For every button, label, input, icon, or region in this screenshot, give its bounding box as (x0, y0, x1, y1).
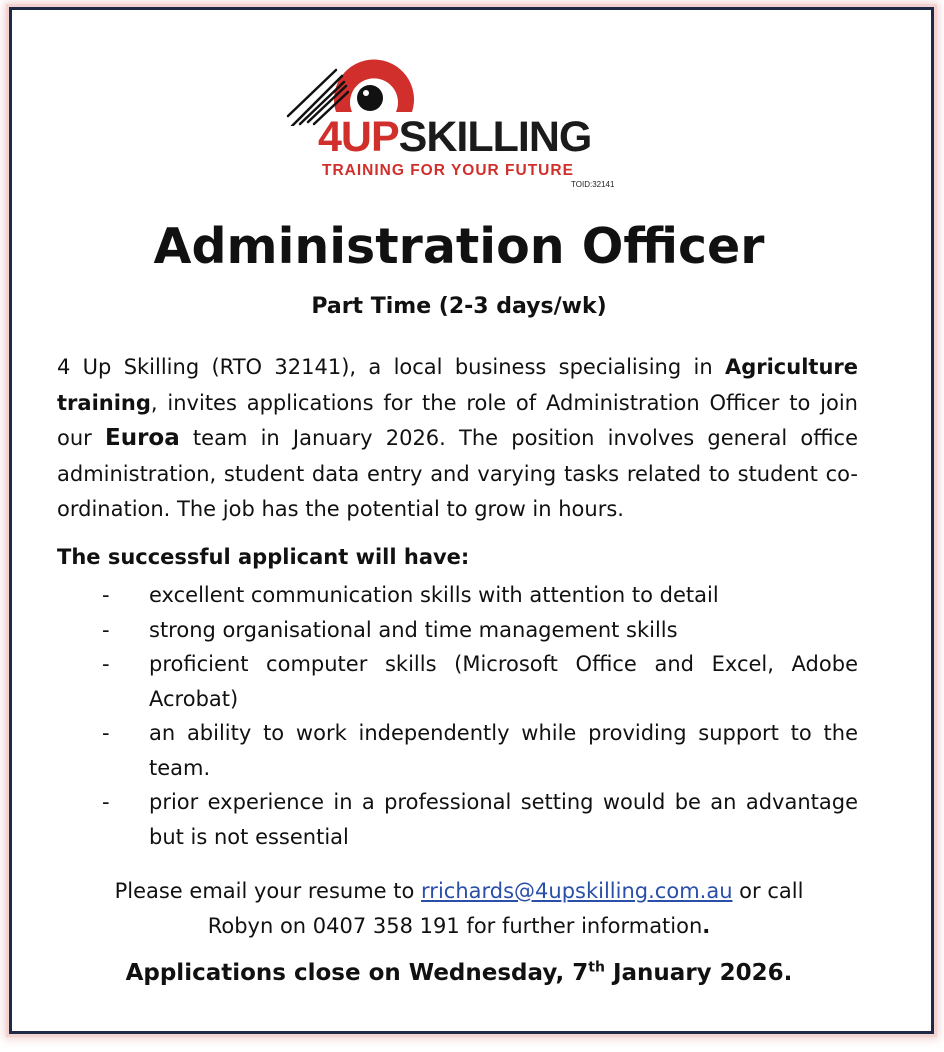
list-item (57, 613, 858, 648)
requirement-text: excellent communication skills with attention to detail (149, 583, 719, 607)
intro-bold-agriculture: Agriculture training (57, 355, 858, 415)
intro-paragraph (57, 350, 858, 528)
contact-text-before: Please email your resume to (114, 879, 422, 903)
bullet-dash: - (102, 583, 110, 607)
requirement-text: strong organisational and time management skills (149, 617, 678, 642)
requirement-text: an ability to work independently while providing support to the team. (149, 721, 858, 780)
list-item (57, 716, 858, 785)
contact-info (12, 874, 906, 944)
intro-text-2: , invites applications for the role of Administration Officer to join our (57, 390, 858, 450)
contact-phone-line: Robyn on 0407 358 191 for further information (207, 914, 703, 938)
closing-text: Applications close on Wednesday, 7 (125, 960, 589, 986)
bullet-dash: - (102, 790, 110, 814)
logo-wordmark (318, 113, 592, 161)
closing-date (12, 960, 906, 986)
closing-text-end: January 2026. (604, 960, 793, 986)
list-item (57, 647, 858, 716)
requirement-text: proficient computer skills (Microsoft Office and Excel, Adobe Acrobat) (149, 652, 858, 711)
logo-toid: TOID:32141 (571, 180, 615, 189)
contact-period: . (702, 914, 711, 938)
intro-text-3: team in January 2026. The position involves general office administration, student data entry and varying tasks related to student co-ordination. The job has the potential to grow in hours. (57, 426, 858, 521)
requirements-heading: The successful applicant will have: (57, 545, 470, 569)
list-item (57, 578, 858, 613)
requirements-list (57, 578, 858, 854)
bullet-dash: - (102, 721, 110, 745)
company-logo (284, 46, 634, 196)
requirement-text: prior experience in a professional setting would be an advantage but is not essential (149, 790, 858, 849)
logo-tagline: TRAINING FOR YOUR FUTURE (322, 162, 574, 179)
list-item (57, 785, 858, 854)
job-title: Administration Officer (153, 218, 765, 275)
logo-wordmark-red: 4UP (318, 113, 399, 161)
job-subtitle: Part Time (2-3 days/wk) (311, 294, 607, 319)
email-link[interactable]: rrichards@4upskilling.com.au (421, 879, 733, 903)
contact-text-after: or call (732, 879, 804, 903)
closing-ordinal: th (588, 959, 605, 976)
intro-bold-euroa: Euroa (104, 425, 180, 451)
intro-text-1: 4 Up Skilling (RTO 32141), a local business specialising in (57, 355, 725, 379)
notice-frame (9, 7, 934, 1034)
bullet-dash: - (102, 652, 110, 676)
bullet-dash: - (102, 617, 110, 642)
logo-wordmark-dark: SKILLING (398, 113, 592, 161)
